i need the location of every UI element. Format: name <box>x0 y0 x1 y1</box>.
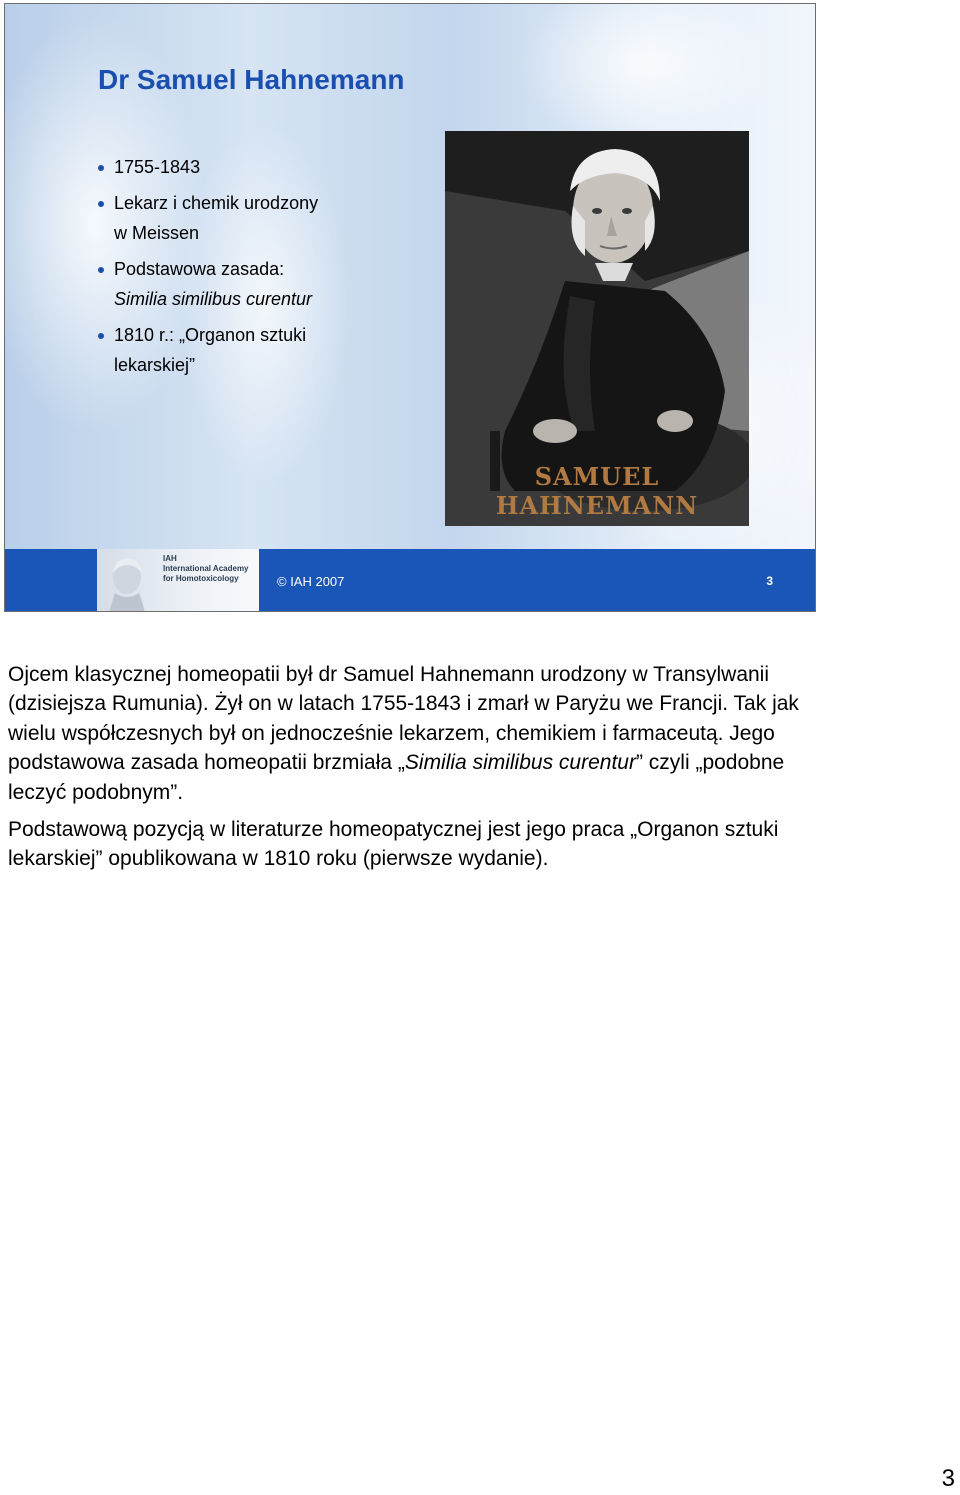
bullet-text: Lekarz i chemik urodzony <box>114 193 319 213</box>
page-number: 3 <box>941 1465 955 1492</box>
footer-copyright: © IAH 2007 <box>277 574 345 589</box>
bullet-dot-icon <box>98 267 104 273</box>
bullet-text: Podstawowa zasada: <box>114 259 285 279</box>
bullet-item <box>98 320 398 380</box>
slide-number: 3 <box>766 574 773 588</box>
bullet-item <box>98 188 398 248</box>
slide-footer <box>5 549 815 611</box>
bullet-text: 1810 r.: „Organon sztuki <box>114 325 307 345</box>
bullet-text: 1755-1843 <box>114 157 201 177</box>
logo-head-icon <box>105 555 149 612</box>
bullet-item <box>98 254 398 314</box>
speaker-notes <box>8 660 848 874</box>
bullet-item <box>98 152 398 182</box>
notes-italic-phrase: Similia similibus curentur <box>404 751 636 775</box>
bullet-dot-icon <box>98 165 104 171</box>
slide-title: Dr Samuel Hahnemann <box>98 64 405 95</box>
notes-paragraph: Podstawową pozycją w literaturze homeopatycznej jest jego praca „Organon sztuki lekarskiej” opublikowana w 1810 roku (pierwsze wydanie). <box>8 818 779 871</box>
logo-text: IAH International Academy for Homotoxicology <box>163 554 249 583</box>
bullet-text: w Meissen <box>114 223 200 243</box>
bullet-dot-icon <box>98 333 104 339</box>
slide <box>4 3 816 612</box>
portrait-image <box>445 131 749 526</box>
iah-logo <box>97 549 259 611</box>
bullet-text: lekarskiej” <box>114 355 196 375</box>
bullet-dot-icon <box>98 201 104 207</box>
bullet-list <box>98 152 398 386</box>
notes-paragraph: Ojcem klasycznej homeopatii był dr Samuel Hahnemann urodzony w Transylwanii (dzisiejsza Rumunia). Żył on w latach 1755-1843 i zmarł w Paryżu we Francji. Tak jak wielu współczesnych był on jednocześnie lekarzem, chemikiem i farmaceutą. Jego podstawowa zasada homeopatii brzmiała „Similia similibus curentur” czyli „podobne leczyć podobnym”. <box>8 663 799 804</box>
bullet-text-italic: Similia similibus curentur <box>114 289 313 309</box>
portrait-caption: SAMUEL HAHNEMANN <box>495 462 699 520</box>
